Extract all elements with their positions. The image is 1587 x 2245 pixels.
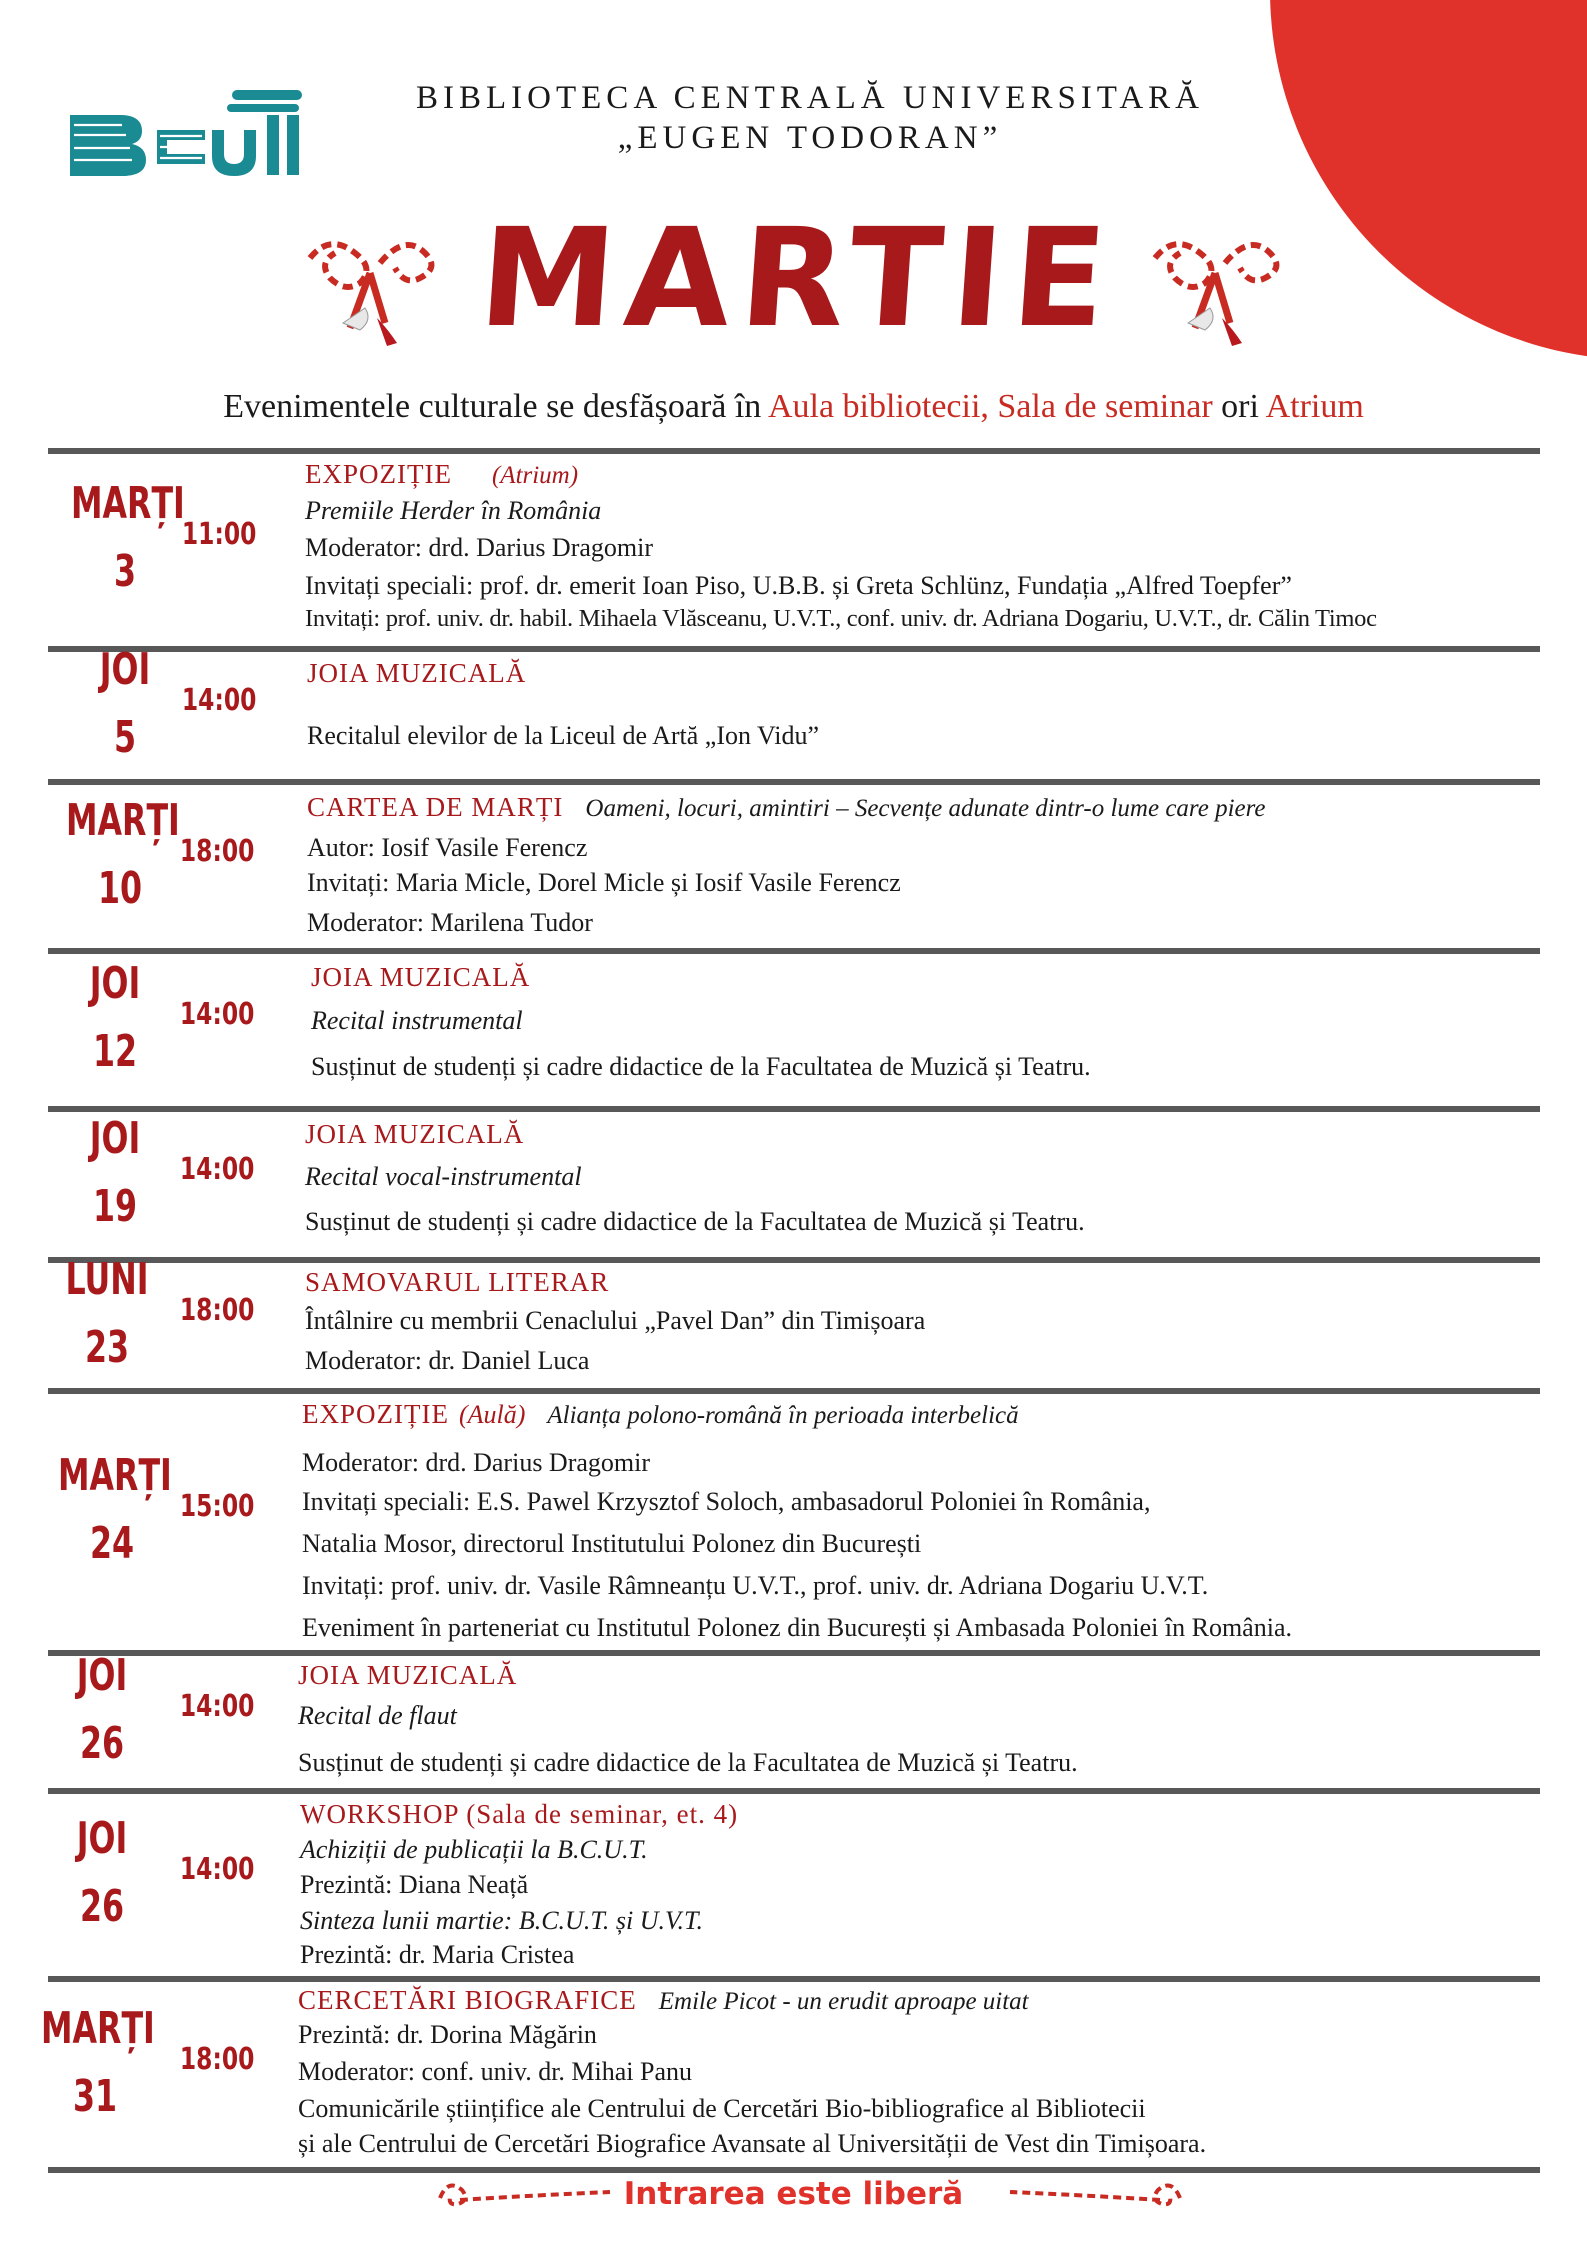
event-weekday: JOI	[76, 1813, 128, 1864]
free-entry-notice: Intrarea este liberă	[623, 2176, 964, 2212]
event-title: Alianța polono-română în perioada interbelică	[547, 1402, 1019, 1429]
event-day	[61, 1114, 169, 1232]
event-time: 18:00	[179, 833, 255, 869]
event-detail-line: Moderator: conf. univ. dr. Mihai Panu	[298, 2057, 693, 2086]
event-time: 11:00	[181, 517, 257, 552]
event-detail-line: Natalia Mosor, directorul Institutului Polonez din București	[302, 1529, 922, 1558]
event-heading	[307, 791, 1266, 825]
event-weekday: JOI	[99, 643, 151, 695]
event-heading	[305, 1118, 524, 1151]
event-detail-line: Întâlnire cu membrii Cenaclului „Pavel Dan” din Timișoara	[305, 1306, 926, 1335]
event-detail-line: Moderator: Marilena Tudor	[307, 908, 593, 937]
event-detail-line: Moderator: drd. Darius Dragomir	[302, 1448, 651, 1477]
event-day	[48, 1814, 156, 1932]
event-detail-line: Prezintă: Diana Neață	[300, 1870, 529, 1899]
event-type: CARTEA DE MARȚI	[307, 792, 564, 822]
event-time: 18:00	[179, 1292, 255, 1328]
event-detail-line: Moderator: dr. Daniel Luca	[305, 1346, 590, 1375]
event-type: JOIA MUZICALĂ	[298, 1660, 518, 1690]
event-detail-line: Achiziții de publicații la B.C.U.T.	[300, 1835, 648, 1864]
event-heading	[302, 1398, 1019, 1432]
event-day	[40, 2002, 155, 2122]
event-time: 14:00	[181, 682, 257, 718]
event-date: 26	[79, 1718, 125, 1769]
event-detail-line: Prezintă: dr. Dorina Măgărin	[298, 2020, 597, 2049]
event-title: Emile Picot - un erudit aproape uitat	[658, 1988, 1029, 2015]
event-day	[61, 959, 169, 1077]
event-date: 24	[89, 1518, 135, 1569]
event-day	[53, 1255, 161, 1373]
event-day	[57, 1450, 172, 1569]
event-detail-line: Invitați: prof. univ. dr. habil. Mihaela Vlăsceanu, U.V.T., conf. univ. dr. Adriana Dogariu, U.V.T., dr. Călin Timoc	[305, 605, 1377, 632]
event-type: SAMOVARUL LITERAR	[305, 1267, 610, 1297]
event-type: JOIA MUZICALĂ	[307, 658, 527, 688]
event-type: EXPOZIȚIE	[302, 1399, 449, 1429]
library-name-line1: BIBLIOTECA CENTRALĂ UNIVERSITARĂ	[416, 80, 1204, 116]
event-detail-line: Prezintă: dr. Maria Cristea	[300, 1940, 575, 1969]
section-divider	[48, 1106, 1540, 1112]
event-weekday: MARȚI	[40, 2002, 155, 2054]
event-title: Oameni, locuri, amintiri – Secvențe adunate dintr-o lume care piere	[585, 795, 1266, 822]
section-divider	[48, 1257, 1540, 1263]
event-detail-line: Invitați speciali: prof. dr. emerit Ioan Piso, U.B.B. și Greta Schlünz, Fundația „Alfred Toepfer”	[305, 571, 1292, 600]
event-detail-line: Invitați: Maria Micle, Dorel Micle și Iosif Vasile Ferencz	[307, 868, 901, 897]
event-location: (Aulă)	[458, 1400, 526, 1429]
event-weekday: MARȚI	[57, 1450, 172, 1501]
event-heading	[300, 1798, 738, 1831]
event-detail-line: Susținut de studenți și cadre didactice de la Facultatea de Muzică și Teatru.	[311, 1052, 1091, 1081]
section-divider	[48, 1976, 1540, 1982]
event-time: 14:00	[179, 997, 255, 1032]
event-heading	[298, 1984, 1029, 2018]
event-detail-line: Comunicările științifice ale Centrului de Cercetări Bio-bibliografice al Bibliotecii	[298, 2094, 1146, 2123]
section-divider	[48, 448, 1540, 454]
event-weekday: JOI	[76, 1650, 128, 1701]
event-detail-line: Recital instrumental	[311, 1006, 523, 1035]
section-divider	[48, 948, 1540, 954]
event-location: (Atrium)	[491, 462, 579, 489]
event-detail-line: Eveniment în parteneriat cu Institutul Polonez din București și Ambasada Poloniei în România.	[302, 1613, 1292, 1642]
section-divider	[48, 1650, 1540, 1656]
event-date: 23	[84, 1321, 130, 1373]
event-detail-line: și ale Centrului de Cercetări Biografice Avansate al Universității de Vest din Timișoara.	[298, 2129, 1207, 2158]
event-date: 12	[92, 1026, 138, 1077]
section-divider	[48, 779, 1540, 785]
event-date: 5	[113, 711, 137, 763]
event-time: 14:00	[179, 1689, 255, 1724]
library-name-line2: „EUGEN TODORAN”	[617, 120, 1003, 156]
event-date: 3	[113, 546, 137, 597]
event-date: 10	[97, 862, 143, 914]
event-day	[48, 1651, 156, 1769]
event-detail-line: Sinteza lunii martie: B.C.U.T. și U.V.T.	[300, 1906, 704, 1935]
event-detail-line: Recital de flaut	[298, 1701, 457, 1730]
event-weekday: MARȚI	[66, 794, 180, 846]
event-date: 19	[92, 1180, 138, 1232]
event-type: CERCETĂRI BIOGRAFICE	[298, 1985, 637, 2015]
event-heading	[305, 458, 578, 492]
event-time: 15:00	[179, 1489, 255, 1524]
event-detail-line: Invitați speciali: E.S. Pawel Krzysztof Soloch, ambasadorul Poloniei în România,	[302, 1487, 1151, 1516]
event-type: JOIA MUZICALĂ	[305, 1119, 525, 1149]
event-time: 18:00	[179, 2041, 255, 2077]
event-heading	[307, 657, 526, 690]
event-weekday: LUNI	[65, 1253, 149, 1305]
event-weekday: MARȚI	[71, 478, 185, 529]
event-date: 31	[72, 2070, 118, 2122]
event-detail-line: Recitalul elevilor de la Liceul de Artă „Ion Vidu”	[307, 721, 819, 750]
subtitle-prefix: Evenimentele culturale se desfășoară în	[223, 388, 768, 425]
subtitle-place-2: Atrium	[1265, 388, 1364, 425]
event-detail-line: Autor: Iosif Vasile Ferencz	[307, 833, 588, 862]
event-date: 26	[79, 1881, 125, 1932]
event-time: 14:00	[179, 1151, 255, 1187]
page-title: MARTIE	[474, 200, 1122, 358]
event-detail-line: Moderator: drd. Darius Dragomir	[305, 533, 654, 562]
section-divider	[48, 646, 1540, 652]
event-heading	[298, 1659, 517, 1692]
event-day	[66, 794, 180, 914]
event-detail-line: Invitați: prof. univ. dr. Vasile Râmneanțu U.V.T., prof. univ. dr. Adriana Dogariu U.V.T.	[302, 1571, 1209, 1600]
event-detail-line: Premiile Herder în România	[305, 496, 602, 525]
section-divider	[48, 2167, 1540, 2173]
subtitle-middle: ori	[1212, 388, 1266, 425]
event-day	[71, 478, 185, 597]
section-divider	[48, 1788, 1540, 1794]
event-heading	[311, 961, 530, 994]
event-type: JOIA MUZICALĂ	[311, 962, 531, 992]
event-weekday: JOI	[89, 1112, 141, 1164]
event-time: 14:00	[179, 1852, 255, 1887]
subtitle-place-1: Aula bibliotecii, Sala de seminar	[767, 388, 1213, 425]
event-weekday: JOI	[89, 958, 141, 1009]
section-divider	[48, 1388, 1540, 1394]
event-type: WORKSHOP (Sala de seminar, et. 4)	[300, 1799, 739, 1829]
event-detail-line: Recital vocal-instrumental	[305, 1162, 582, 1191]
event-type: EXPOZIȚIE	[305, 459, 452, 489]
event-heading	[305, 1266, 609, 1299]
event-day	[71, 645, 179, 763]
event-detail-line: Susținut de studenți și cadre didactice de la Facultatea de Muzică și Teatru.	[305, 1207, 1085, 1236]
event-detail-line: Susținut de studenți și cadre didactice de la Facultatea de Muzică și Teatru.	[298, 1748, 1078, 1777]
